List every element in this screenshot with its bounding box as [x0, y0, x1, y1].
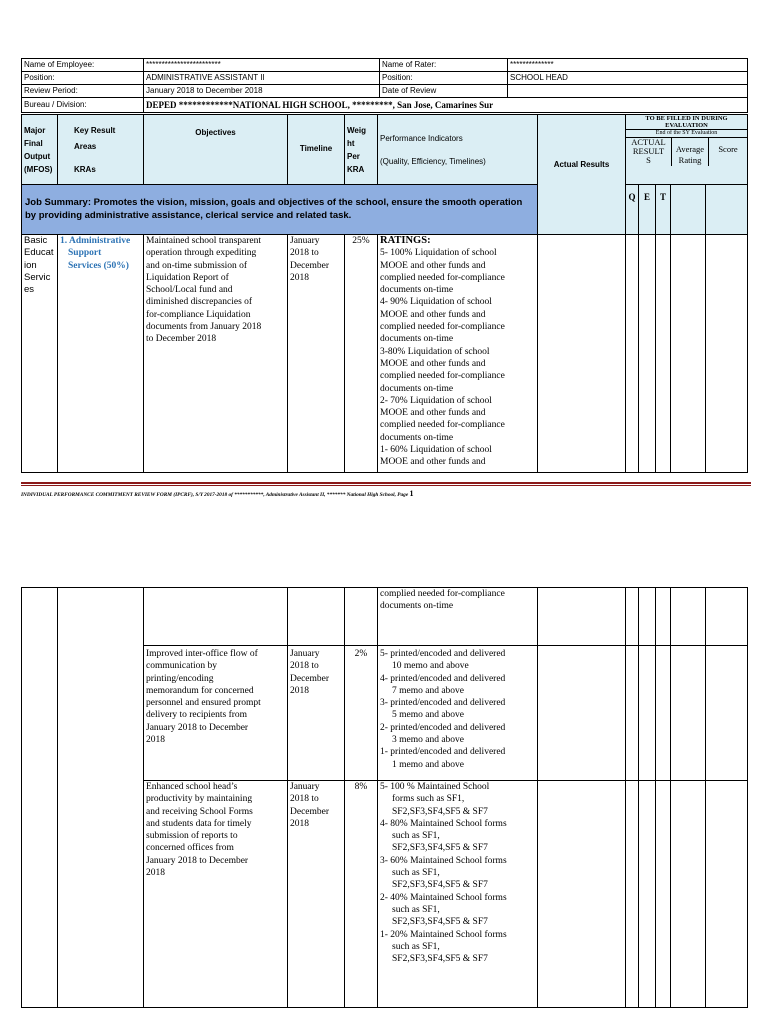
score-cell-row2 — [706, 646, 748, 781]
mfo-cell-p2 — [22, 588, 58, 1008]
average-rating-label: Average Rating — [672, 138, 709, 166]
average-cell-cont — [671, 588, 706, 646]
timeline-cell: January 2018 to December 2018 — [288, 235, 345, 473]
footer-rule-thin — [21, 485, 751, 486]
t-cell-cont — [656, 588, 671, 646]
average-cell — [671, 235, 706, 473]
t-cell — [656, 235, 671, 473]
score-column — [706, 185, 748, 235]
bureau-division-value: DEPED ************NATIONAL HIGH SCHOOL, *********, San Jose, Camarines Sur — [144, 98, 748, 113]
name-of-rater-label: Name of Rater: — [380, 59, 508, 72]
e-column-header: E — [639, 185, 656, 235]
objective-cell-cont — [144, 588, 288, 646]
page-number: 1 — [409, 489, 414, 498]
score-cell-cont — [706, 588, 748, 646]
ipcrf-table-page-2 — [21, 587, 748, 1008]
actual-results-cell-row3 — [538, 781, 626, 1008]
actual-results-cell-cont — [538, 588, 626, 646]
rater-position-label: Position: — [380, 72, 508, 85]
name-of-employee-value: ************************ — [144, 59, 380, 72]
objectives-header: Objectives — [144, 115, 288, 185]
performance-indicators-header: Performance Indicators (Quality, Efficiency, Timelines) — [378, 115, 538, 185]
indicators-cell: RATINGS: 5- 100% Liquidation of school MOOE and other funds and complied needed for-compliance documents on-time 4- 90% Liquidation of school MOOE and other funds and complied needed for-compliance documents on-time 3-80% Liquidation of school MOOE and other funds and complied needed for-compliance documents on-time 2- 70% Liquidation of school MOOE and other funds and complied needed for-compliance documents on-time 1- 60% Liquidation of school MOOE and other funds and — [378, 235, 538, 473]
weight-cell-cont — [345, 588, 378, 646]
t-column-header: T — [656, 185, 671, 235]
timeline-cell-row2: January 2018 to December 2018 — [288, 646, 345, 781]
score-label: Score — [718, 144, 738, 154]
position-label: Position: — [22, 72, 144, 85]
actual-result-label: ACTUAL RESULT S — [631, 137, 666, 165]
name-of-employee-label: Name of Employee: — [22, 59, 144, 72]
date-of-review-value — [508, 85, 748, 98]
average-cell-row2 — [671, 646, 706, 781]
job-summary: Job Summary: Promotes the vision, mission, goals and objectives of the school, ensure the smooth operation by providing administrative assistance, clerical service and related task. — [22, 185, 538, 235]
date-of-review-label: Date of Review — [380, 85, 508, 98]
objective-cell: Maintained school transparent operation through expediting and on-time submission of Liquidation Report of School/Local fund and diminished discrepancies of for-compliance Liquidation documents from January 2018 to December 2018 — [144, 235, 288, 473]
e-cell-row2 — [639, 646, 656, 781]
t-cell-row2 — [656, 646, 671, 781]
mfo-cell: Basic Educat ion Servic es — [22, 235, 58, 473]
average-cell-row3 — [671, 781, 706, 1008]
score-cell-row3 — [706, 781, 748, 1008]
objective-cell-row3: Enhanced school head’s productivity by maintaining and receiving School Forms and students data for timely submission of reports to concerned offices from January 2018 to December 2018 — [144, 781, 288, 1008]
q-cell — [626, 235, 639, 473]
kra-cell-p2 — [58, 588, 144, 1008]
weight-cell-row3: 8% — [345, 781, 378, 1008]
e-cell — [639, 235, 656, 473]
footer-rule — [21, 482, 751, 484]
objective-cell-row2: Improved inter-office flow of communication by printing/encoding memorandum for concerned personnel and ensured prompt delivery to recipients from January 2018 to December 2018 — [144, 646, 288, 781]
mfo-header: Major Final Output (MFOS) — [22, 115, 58, 185]
score-cell — [706, 235, 748, 473]
review-period-label: Review Period: — [22, 85, 144, 98]
employee-info-table — [21, 58, 748, 113]
q-cell-cont — [626, 588, 639, 646]
kra-header: Key Result Areas KRAs — [58, 115, 144, 185]
timeline-cell-row3: January 2018 to December 2018 — [288, 781, 345, 1008]
actual-results-header: Actual Results — [538, 115, 626, 235]
weight-cell-row2: 2% — [345, 646, 378, 781]
name-of-rater-value: ************** — [508, 59, 748, 72]
bureau-division-label: Bureau / Division: — [22, 98, 144, 113]
e-cell-row3 — [639, 781, 656, 1008]
ipcrf-table-page-1 — [21, 114, 748, 473]
indicators-cell-row3: 5- 100 % Maintained School forms such as SF1, SF2,SF3,SF4,SF5 & SF7 4- 80% Maintained School forms such as SF1, SF2,SF3,SF4,SF5 & SF7 3- 60% Maintained School forms such as SF1, SF2,SF3,SF4,SF5 & SF7 2- 40% Maintained School forms such as SF1, SF2,SF3,SF4,SF5 & SF7 1- 20% Maintained School forms such as SF1, SF2,SF3,SF4,SF5 & SF7 — [378, 781, 538, 1008]
actual-results-cell — [538, 235, 626, 473]
evaluation-header: TO BE FILLED IN DURING EVALUATION End of the SY Evaluation ACTUAL RESULT S Average Rating Score — [626, 115, 748, 185]
review-period-value: January 2018 to December 2018 — [144, 85, 380, 98]
weight-cell: 25% — [345, 235, 378, 473]
page-footer: INDIVIDUAL PERFORMANCE COMMITMENT REVIEW FORM (IPCRF), S/Y 2017-2018 of ***********, Administrative Assistant II, ******* National High School, Page 1 — [21, 489, 414, 498]
weight-per-kra-header: Weig ht Per KRA — [345, 115, 378, 185]
q-cell-row2 — [626, 646, 639, 781]
timeline-header: Timeline — [288, 115, 345, 185]
position-value: ADMINISTRATIVE ASSISTANT II — [144, 72, 380, 85]
t-cell-row3 — [656, 781, 671, 1008]
kra-cell: 1. Administrative Support Services (50%) — [58, 235, 144, 473]
e-cell-cont — [639, 588, 656, 646]
q-column-header: Q — [626, 185, 639, 235]
indicators-cell-cont: complied needed for-compliance documents on-time — [378, 588, 538, 646]
rater-position-value: SCHOOL HEAD — [508, 72, 748, 85]
timeline-cell-cont — [288, 588, 345, 646]
q-cell-row3 — [626, 781, 639, 1008]
average-column — [671, 185, 706, 235]
actual-results-cell-row2 — [538, 646, 626, 781]
indicators-cell-row2: 5- printed/encoded and delivered 10 memo and above 4- printed/encoded and delivered 7 memo and above 3- printed/encoded and delivered 5 memo and above 2- printed/encoded and delivered 3 memo and above 1- printed/encoded and delivered 1 memo and above — [378, 646, 538, 781]
